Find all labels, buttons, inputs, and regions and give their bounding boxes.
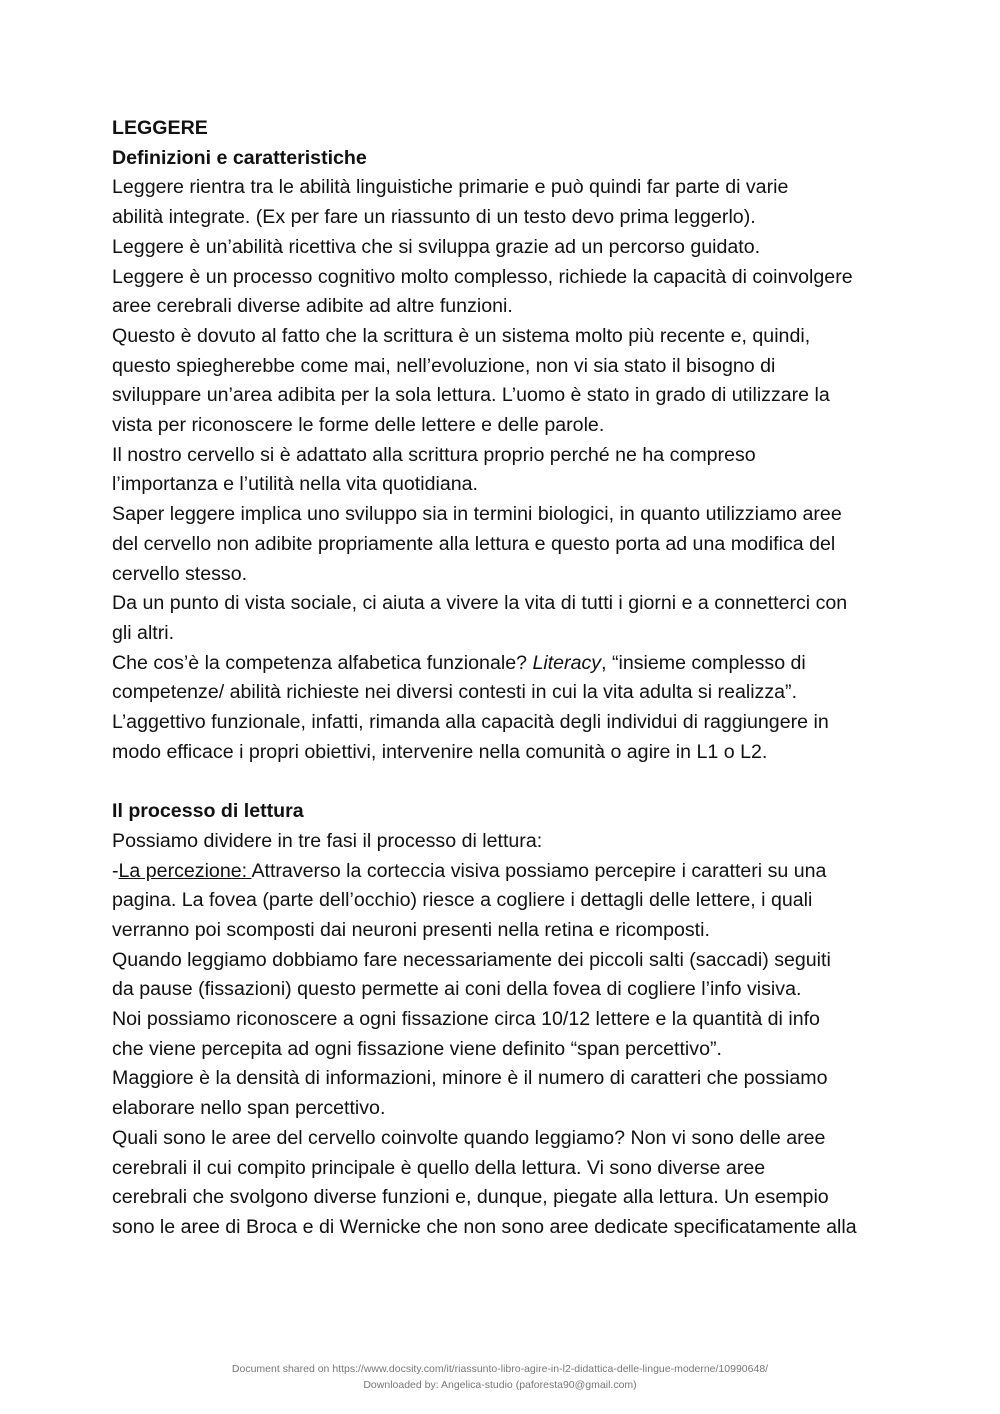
paragraph-line: Leggere è un processo cognitivo molto complesso, richiede la capacità di coinvolgere	[112, 265, 853, 288]
paragraph-line: Il nostro cervello si è adattato alla scrittura proprio perché ne ha compreso	[112, 443, 756, 466]
paragraph-line: elaborare nello span percettivo.	[112, 1097, 386, 1120]
paragraph-line: sono le aree di Broca e di Wernicke che non sono aree dedicate specificatamente alla	[112, 1216, 857, 1238]
paragraph-line: abilità integrate. (Ex per fare un riassunto di un testo devo prima leggerlo).	[112, 206, 756, 229]
paragraph-line: gli altri.	[112, 621, 175, 644]
paragraph-line: Da un punto di vista sociale, ci aiuta a vivere la vita di tutti i giorni e a connetterci con	[112, 592, 848, 615]
section-title-definitions: Definizioni e caratteristiche	[112, 146, 367, 169]
paragraph-line: competenze/ abilità richieste nei diversi contesti in cui la vita adulta si realizza”.	[112, 681, 798, 704]
paragraph-line: Maggiore è la densità di informazioni, minore è il numero di caratteri che possiamo	[112, 1067, 828, 1090]
paragraph-line: Leggere è un’abilità ricettiva che si sviluppa grazie ad un percorso guidato.	[112, 235, 761, 258]
paragraph-line: Leggere rientra tra le abilità linguistiche primarie e può quindi far parte di varie	[112, 176, 789, 199]
paragraph-line: sviluppare un’area adibita per la sola lettura. L’uomo è stato in grado di utilizzare la	[112, 384, 830, 407]
paragraph-line: Noi possiamo riconoscere a ogni fissazione circa 10/12 lettere e la quantità di info	[112, 1008, 820, 1031]
paragraph-line: L’aggettivo funzionale, infatti, rimanda alla capacità degli individui di raggiungere in	[112, 711, 829, 734]
paragraph-line: Quando leggiamo dobbiamo fare necessariamente dei piccoli salti (saccadi) seguiti	[112, 948, 831, 971]
paragraph-line: Saper leggere implica uno sviluppo sia in termini biologici, in quanto utilizziamo aree	[112, 503, 842, 526]
literacy-line-before: Che cos’è la competenza alfabetica funzionale?	[112, 651, 533, 674]
paragraph-line: cerebrali che svolgono diverse funzioni e, dunque, piegate alla lettura. Un esempio	[112, 1186, 829, 1209]
footer-downloaded-by: Downloaded by: Angelica-studio (paforesta90@gmail.com)	[363, 1379, 637, 1391]
paragraph-line: modo efficace i propri obiettivi, intervenire nella comunità o agire in L1 o L2.	[112, 740, 768, 763]
paragraph-line: Quali sono le aree del cervello coinvolte quando leggiamo? Non vi sono delle aree	[112, 1126, 826, 1149]
section-title-reading-process: Il processo di lettura	[112, 800, 304, 823]
perception-term: La percezione:	[118, 859, 252, 882]
paragraph-line: questo spiegherebbe come mai, nell’evoluzione, non vi sia stato il bisogno di	[112, 354, 776, 377]
paragraph-line: che viene percepita ad ogni fissazione viene definito “span percettivo”.	[112, 1037, 722, 1060]
literacy-term: Literacy	[532, 651, 602, 674]
paragraph-line: del cervello non adibite propriamente alla lettura e questo porta ad una modifica del	[112, 532, 836, 555]
paragraph-line: cerebrali il cui compito principale è quello della lettura. Vi sono diverse aree	[112, 1156, 766, 1179]
perception-line-after: Attraverso la corteccia visiva possiamo percepire i caratteri su una	[251, 859, 827, 882]
paragraph-line: Questo è dovuto al fatto che la scrittura è un sistema molto più recente e, quindi,	[112, 324, 811, 347]
perception-line	[112, 857, 902, 887]
section-intro: Possiamo dividere in tre fasi il processo di lettura:	[112, 829, 543, 852]
paragraph-line: l’importanza e l’utilità nella vita quotidiana.	[112, 473, 478, 496]
document-heading: LEGGERE	[112, 117, 208, 139]
footer-shared-link[interactable]: Document shared on https://www.docsity.com/it/riassunto-libro-agire-in-l2-didattica-delle-lingue-moderne/10990648/	[231, 1363, 769, 1375]
paragraph-line: aree cerebrali diverse adibite ad altre funzioni.	[112, 295, 513, 318]
paragraph-line: verranno poi scomposti dai neuroni presenti nella retina e ricomposti.	[112, 918, 710, 941]
literacy-line-after: , “insieme complesso di	[601, 651, 806, 674]
paragraph-line: pagina. La fovea (parte dell’occhio) riesce a cogliere i dettagli delle lettere, i quali	[112, 889, 813, 912]
literacy-line	[112, 649, 902, 679]
document-body	[112, 114, 902, 1243]
paragraph-line: da pause (fissazioni) questo permette ai coni della fovea di cogliere l’info visiva.	[112, 978, 802, 1001]
paragraph-line: cervello stesso.	[112, 562, 248, 585]
perception-dash: -	[112, 859, 119, 882]
paragraph-line: vista per riconoscere le forme delle lettere e delle parole.	[112, 414, 605, 437]
paragraph-spacer	[112, 767, 902, 797]
